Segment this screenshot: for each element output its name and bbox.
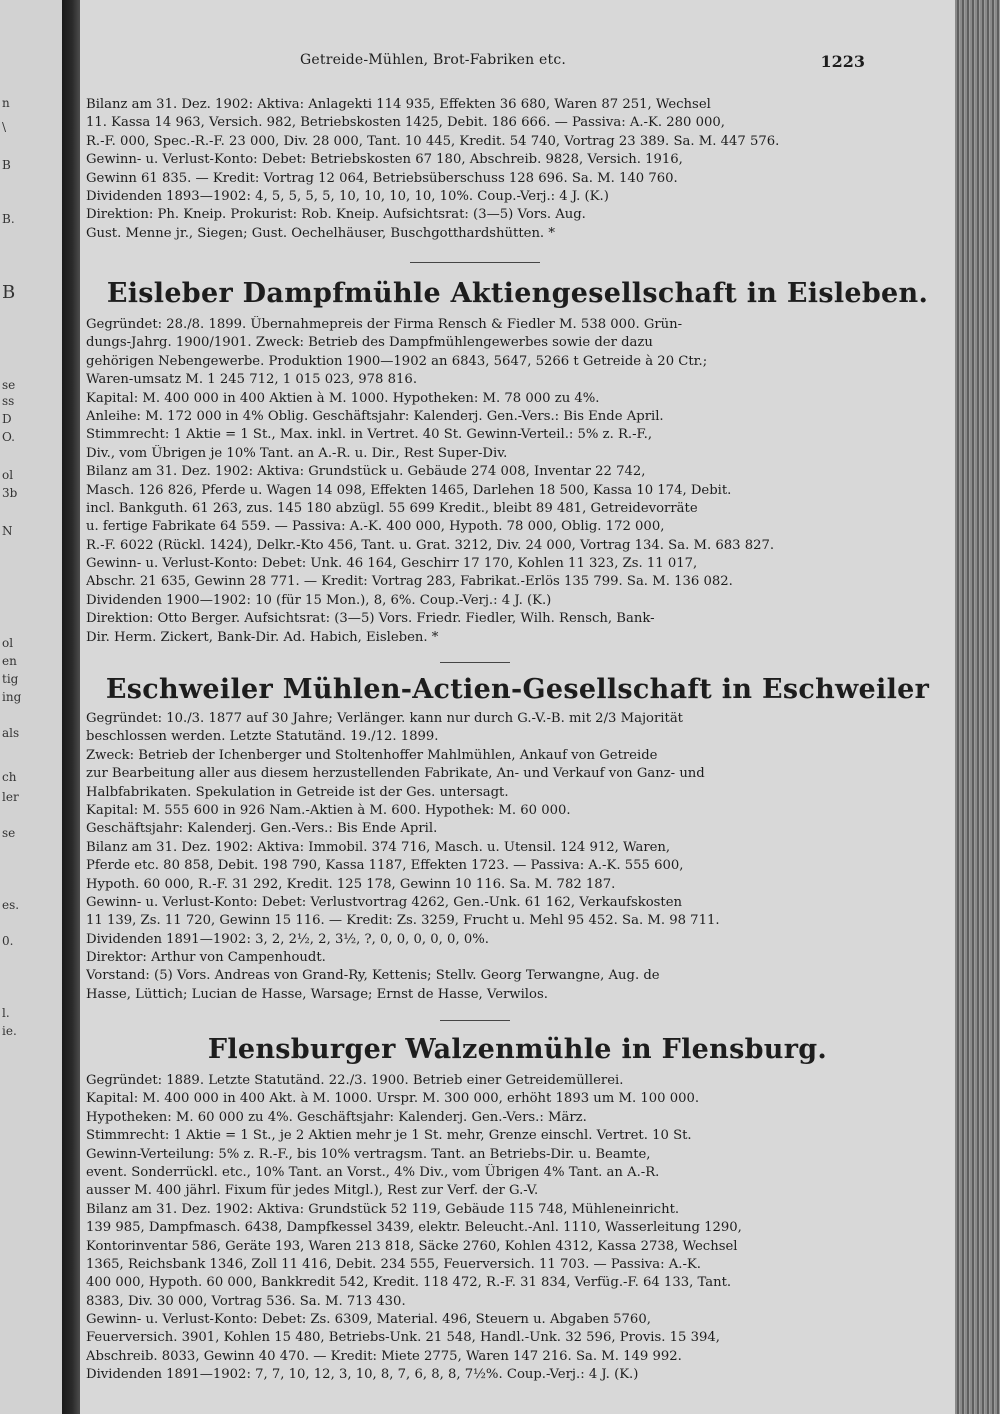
entry-line: beschlossen werden. Letzte Statutänd. 19./12. 1899. xyxy=(86,729,439,745)
left-page-fragment: l. xyxy=(2,1006,10,1020)
entry-line: Gewinn-Verteilung: 5% z. R.-F., bis 10% vertragsm. Tant. an Betriebs-Dir. u. Beamte, xyxy=(86,1146,651,1162)
entry-line: u. fertige Fabrikate 64 559. — Passiva: A.-K. 400 000, Hypoth. 78 000, Oblig. 172 000, xyxy=(86,519,665,535)
entry-line: Dividenden 1893—1902: 4, 5, 5, 5, 5, 10, 10, 10, 10, 10%. Coup.-Verj.: 4 J. (K.) xyxy=(86,188,609,204)
left-page-fragment: O. xyxy=(2,430,15,444)
entry-line: Bilanz am 31. Dez. 1902: Aktiva: Anlagekti 114 935, Effekten 36 680, Waren 87 251, Wechsel xyxy=(86,97,711,112)
entry-line: event. Sonderrückl. etc., 10% Tant. an Vorst., 4% Div., vom Übrigen 4% Tant. an A.-R. xyxy=(86,1164,660,1180)
company-title-eschweiler: Eschweiler Mühlen-Actien-Gesellschaft in Eschweiler xyxy=(105,674,930,705)
entry-line: 11. Kassa 14 963, Versich. 982, Betriebskosten 1425, Debit. 186 666. — Passiva: A.-K. 280 000, xyxy=(86,115,725,131)
section-divider xyxy=(410,262,540,263)
left-page-fragment: ss xyxy=(2,394,15,408)
entry-line: Direktor: Arthur von Campenhoudt. xyxy=(86,950,326,966)
entry-line: Anleihe: M. 172 000 in 4% Oblig. Geschäftsjahr: Kalenderj. Gen.-Vers.: Bis Ende April. xyxy=(86,408,664,424)
entry-line: Dir. Herm. Zickert, Bank-Dir. Ad. Habich, Eisleben. * xyxy=(86,629,439,645)
entry-line: Kapital: M. 400 000 in 400 Akt. à M. 1000. Urspr. M. 300 000, erhöht 1893 um M. 100 000. xyxy=(86,1091,700,1107)
entry-continuation xyxy=(86,96,864,243)
left-page-fragment: B xyxy=(2,282,16,303)
entry-line: R.-F. 6022 (Rückl. 1424), Delkr.-Kto 456, Tant. u. Grat. 3212, Div. 24 000, Vortrag 134. Sa. M. 683 827. xyxy=(86,537,775,553)
entry-line: Gewinn- u. Verlust-Konto: Debet: Betriebskosten 67 180, Abschreib. 9828, Versich. 1916, xyxy=(86,152,683,168)
entry-line: Dividenden 1891—1902: 3, 2, 2½, 2, 3½, ?, 0, 0, 0, 0, 0, 0%. xyxy=(86,931,489,947)
entry-flensburg xyxy=(86,1072,864,1385)
entry-line: incl. Bankguth. 61 263, zus. 145 180 abzügl. 55 699 Kredit., bleibt 89 481, Getreidevorräte xyxy=(86,500,698,516)
entry-line: ausser M. 400 jährl. Fixum für jedes Mitgl.), Rest zur Verf. der G.-V. xyxy=(86,1183,539,1199)
entry-line: Stimmrecht: 1 Aktie = 1 St., Max. inkl. in Vertret. 40 St. Gewinn-Verteil.: 5% z. R.-F., xyxy=(86,427,653,443)
section-divider xyxy=(440,662,510,663)
entry-line: Abschreib. 8033, Gewinn 40 470. — Kredit: Miete 2775, Waren 147 216. Sa. M. 149 992. xyxy=(86,1348,682,1364)
entry-line: Stimmrecht: 1 Aktie = 1 St., je 2 Aktien mehr je 1 St. mehr, Grenze einschl. Vertret. 10 St. xyxy=(86,1128,692,1144)
entry-line: Gewinn- u. Verlust-Konto: Debet: Zs. 6309, Material. 496, Steuern u. Abgaben 5760, xyxy=(86,1312,651,1328)
left-page-fragment: se xyxy=(2,826,16,840)
left-page-fragment: ler xyxy=(2,790,19,804)
entry-line: Bilanz am 31. Dez. 1902: Aktiva: Grundstück u. Gebäude 274 008, Inventar 22 742, xyxy=(86,464,646,480)
left-page-fragment: D xyxy=(2,412,12,426)
page-stack-edge xyxy=(955,0,1000,1414)
entry-line: Hasse, Lüttich; Lucian de Hasse, Warsage; Ernst de Hasse, Verwilos. xyxy=(86,986,548,1002)
left-page-fragment: 0. xyxy=(2,934,14,948)
entry-line: 1365, Reichsbank 1346, Zoll 11 416, Debit. 234 555, Feuerversich. 11 703. — Passiva: A.-K. xyxy=(86,1256,701,1272)
entry-line: R.-F. 000, Spec.-R.-F. 23 000, Div. 28 000, Tant. 10 445, Kredit. 54 740, Vortrag 23 389. Sa. M. 447 576. xyxy=(86,133,780,149)
section-divider xyxy=(440,1020,510,1021)
entry-line: gehörigen Nebengewerbe. Produktion 1900—1902 an 6843, 5647, 5266 t Getreide à 20 Ctr.; xyxy=(86,353,708,369)
entry-line: 11 139, Zs. 11 720, Gewinn 15 116. — Kredit: Zs. 3259, Frucht u. Mehl 95 452. Sa. M. 98 711. xyxy=(86,913,720,929)
entry-line: Waren-umsatz M. 1 245 712, 1 015 023, 978 816. xyxy=(86,372,418,388)
left-page-fragment: se xyxy=(2,378,16,392)
entry-line: Dividenden 1900—1902: 10 (für 15 Mon.), 8, 6%. Coup.-Verj.: 4 J. (K.) xyxy=(86,592,552,608)
left-page-fragment: ol xyxy=(2,636,14,650)
entry-line: dungs-Jahrg. 1900/1901. Zweck: Betrieb des Dampfmühlengewerbes sowie der dazu xyxy=(86,335,653,351)
left-page-fragment: n xyxy=(2,96,10,110)
entry-eisleben xyxy=(86,316,864,647)
entry-line: Masch. 126 826, Pferde u. Wagen 14 098, Effekten 1465, Darlehen 18 500, Kassa 10 174, Debit. xyxy=(86,482,732,498)
left-page-fragment: ch xyxy=(2,770,17,784)
running-head-title: Getreide-Mühlen, Brot-Fabriken etc. xyxy=(300,52,567,68)
left-page-fragment: tig xyxy=(2,672,19,686)
entry-line: Gegründet: 28./8. 1899. Übernahmepreis der Firma Rensch & Fiedler M. 538 000. Grün- xyxy=(86,317,683,332)
entry-line: 139 985, Dampfmasch. 6438, Dampfkessel 3439, elektr. Beleucht.-Anl. 1110, Wasserleitung 1290, xyxy=(86,1220,742,1236)
entry-line: Kontorinventar 586, Geräte 193, Waren 213 818, Säcke 2760, Kohlen 4312, Kassa 2738, Wechsel xyxy=(86,1238,738,1254)
entry-line: Halbfabrikaten. Spekulation in Getreide ist der Ges. untersagt. xyxy=(86,784,509,800)
left-page-margin xyxy=(0,0,70,1414)
company-title-eisleben: Eisleber Dampfmühle Aktiengesellschaft in Eisleben. xyxy=(106,278,929,309)
left-page-fragment: als xyxy=(2,726,20,740)
left-page-fragment: ol xyxy=(2,468,14,482)
entry-line: Zweck: Betrieb der Ichenberger und Stoltenhoffer Mahlmühlen, Ankauf von Getreide xyxy=(86,747,658,763)
entry-line: Hypotheken: M. 60 000 zu 4%. Geschäftsjahr: Kalenderj. Gen.-Vers.: März. xyxy=(86,1109,587,1125)
entry-line: 8383, Div. 30 000, Vortrag 536. Sa. M. 713 430. xyxy=(86,1293,406,1309)
company-title-flensburg: Flensburger Walzenmühle in Flensburg. xyxy=(207,1034,828,1065)
entry-line: Abschr. 21 635, Gewinn 28 771. — Kredit: Vortrag 283, Fabrikat.-Erlös 135 799. Sa. M. 136 082. xyxy=(86,574,733,590)
left-page-fragment: \ xyxy=(2,120,7,134)
entry-line: Gegründet: 10./3. 1877 auf 30 Jahre; Verlänger. kann nur durch G.-V.-B. mit 2/3 Majorität xyxy=(86,711,683,726)
entry-line: Div., vom Übrigen je 10% Tant. an A.-R. u. Dir., Rest Super-Div. xyxy=(86,445,508,461)
left-page-fragment: N xyxy=(2,524,13,538)
entry-line: Gewinn 61 835. — Kredit: Vortrag 12 064, Betriebsüberschuss 128 696. Sa. M. 140 760. xyxy=(86,170,678,186)
entry-line: Pferde etc. 80 858, Debit. 198 790, Kassa 1187, Effekten 1723. — Passiva: A.-K. 555 600, xyxy=(86,858,684,874)
entry-line: Gust. Menne jr., Siegen; Gust. Oechelhäuser, Buschgotthardshütten. * xyxy=(86,225,555,241)
entry-line: Feuerversich. 3901, Kohlen 15 480, Betriebs-Unk. 21 548, Handl.-Unk. 32 596, Provis. 15 394, xyxy=(86,1330,720,1346)
entry-eschweiler xyxy=(86,710,864,1004)
left-page-fragment: B. xyxy=(2,212,15,226)
entry-line: Bilanz am 31. Dez. 1902: Aktiva: Immobil. 374 716, Masch. u. Utensil. 124 912, Waren, xyxy=(86,839,671,855)
entry-line: Kapital: M. 400 000 in 400 Aktien à M. 1000. Hypotheken: M. 78 000 zu 4%. xyxy=(86,390,600,406)
entry-line: 400 000, Hypoth. 60 000, Bankkredit 542, Kredit. 118 472, R.-F. 31 834, Verfüg.-F. 64 133, Tant. xyxy=(86,1275,732,1291)
entry-line: Bilanz am 31. Dez. 1902: Aktiva: Grundstück 52 119, Gebäude 115 748, Mühleneinricht. xyxy=(86,1201,680,1217)
entry-line: Hypoth. 60 000, R.-F. 31 292, Kredit. 125 178, Gewinn 10 116. Sa. M. 782 187. xyxy=(86,876,616,892)
left-page-fragment: B xyxy=(2,158,11,172)
entry-line: zur Bearbeitung aller aus diesem herzustellenden Fabrikate, An- und Verkauf von Ganz- und xyxy=(86,766,705,782)
left-page-fragment: ie. xyxy=(2,1024,17,1038)
running-head xyxy=(80,52,955,76)
entry-line: Gegründet: 1889. Letzte Statutänd. 22./3. 1900. Betrieb einer Getreidemüllerei. xyxy=(86,1073,624,1088)
entry-line: Vorstand: (5) Vors. Andreas von Grand-Ry, Kettenis; Stellv. Georg Terwangne, Aug. de xyxy=(86,968,660,984)
entry-line: Gewinn- u. Verlust-Konto: Debet: Unk. 46 164, Geschirr 17 170, Kohlen 11 323, Zs. 11 017, xyxy=(86,556,698,572)
entry-line: Direktion: Otto Berger. Aufsichtsrat: (3—5) Vors. Friedr. Fiedler, Wilh. Rensch, Bank- xyxy=(86,611,655,627)
book-page xyxy=(80,0,955,1414)
entry-line: Geschäftsjahr: Kalenderj. Gen.-Vers.: Bis Ende April. xyxy=(86,821,438,837)
left-page-fragment: en xyxy=(2,654,17,668)
entry-line: Kapital: M. 555 600 in 926 Nam.-Aktien à M. 600. Hypothek: M. 60 000. xyxy=(86,802,571,818)
page-number: 1223 xyxy=(820,52,865,71)
left-page-fragment: es. xyxy=(2,898,20,912)
entry-line: Direktion: Ph. Kneip. Prokurist: Rob. Kneip. Aufsichtsrat: (3—5) Vors. Aug. xyxy=(86,207,586,223)
left-page-fragment: ing xyxy=(2,690,22,704)
book-gutter xyxy=(62,0,82,1414)
entry-line: Dividenden 1891—1902: 7, 7, 10, 12, 3, 10, 8, 7, 6, 8, 8, 7½%. Coup.-Verj.: 4 J. (K.) xyxy=(86,1367,639,1383)
entry-line: Gewinn- u. Verlust-Konto: Debet: Verlustvortrag 4262, Gen.-Unk. 61 162, Verkaufskosten xyxy=(86,894,683,910)
left-page-fragment: 3b xyxy=(2,486,18,500)
